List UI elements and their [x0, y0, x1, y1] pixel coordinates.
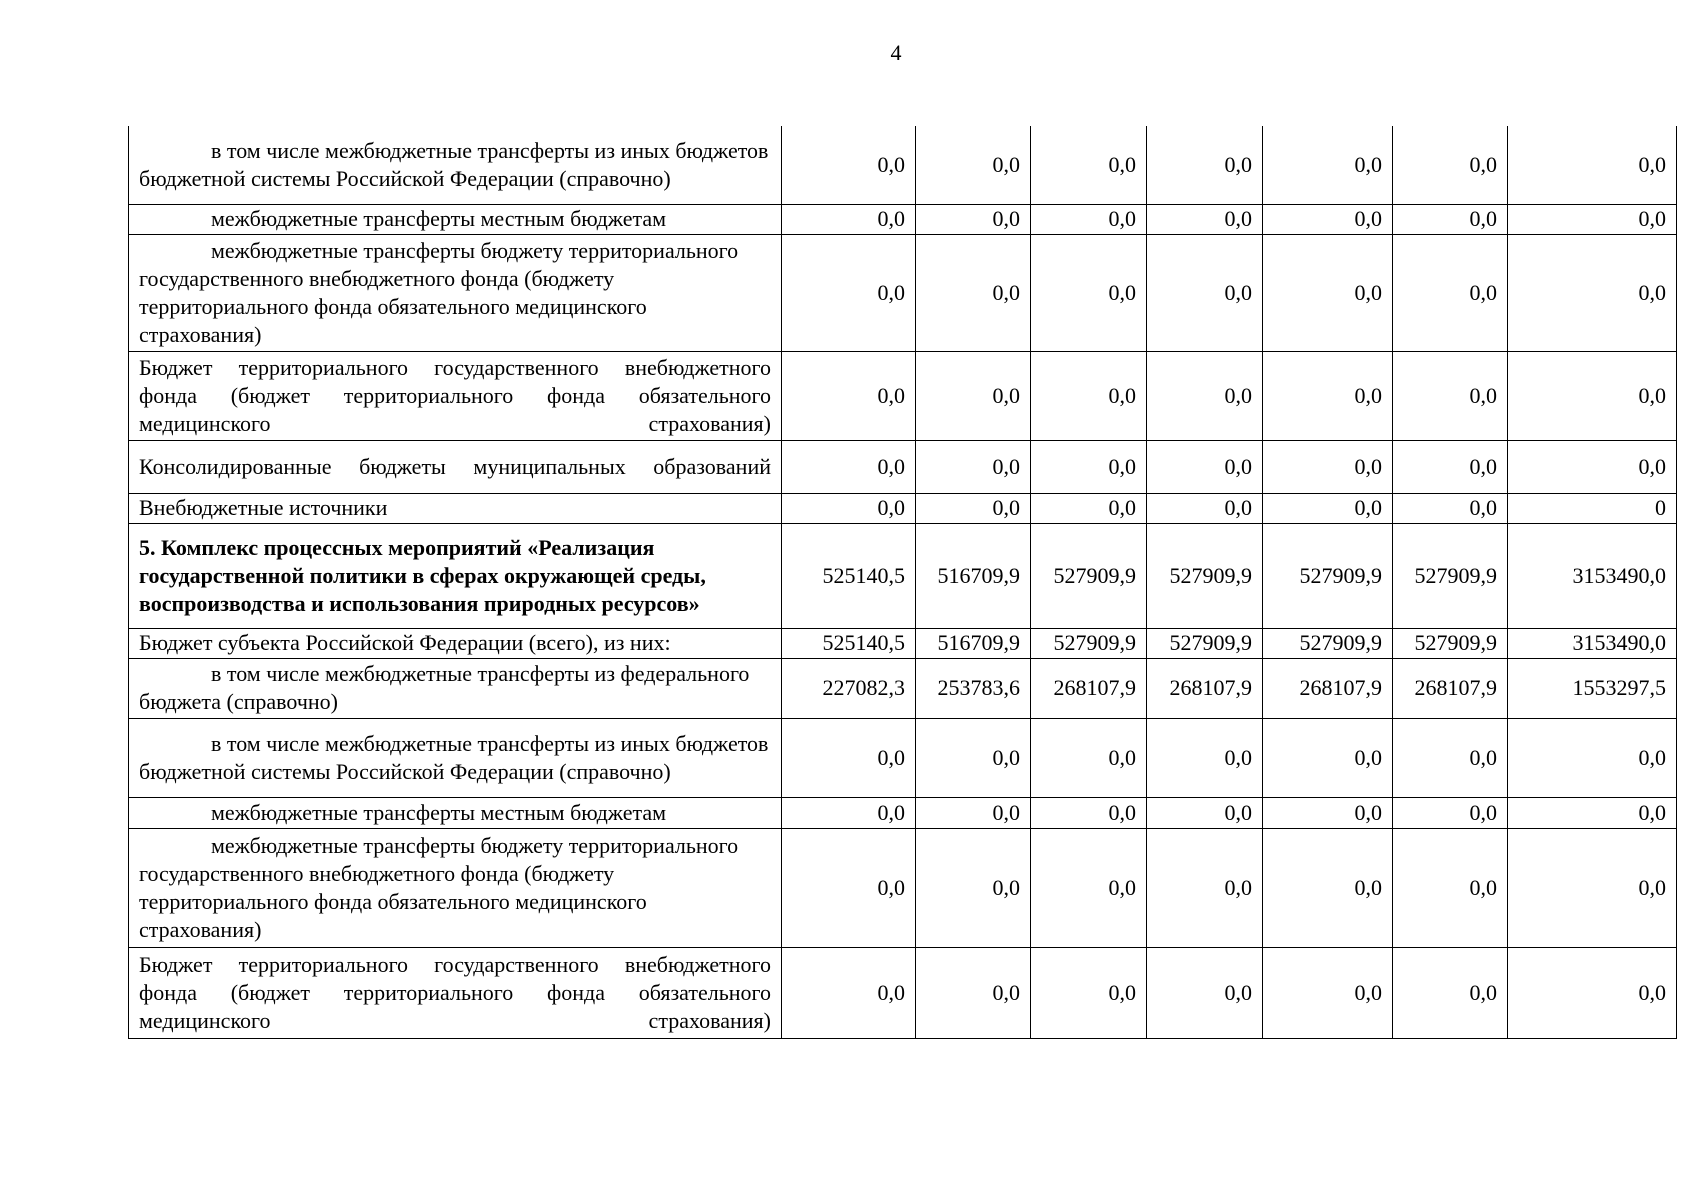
table-row — [129, 658, 1677, 718]
value-cell: 0,0 — [1147, 947, 1263, 1038]
value-cell: 0,0 — [1508, 947, 1677, 1038]
table-row — [129, 204, 1677, 234]
value-cell: 0,0 — [1031, 947, 1147, 1038]
value-cell: 527909,9 — [1031, 523, 1147, 628]
value-cell: 0,0 — [916, 440, 1031, 493]
value-cell: 0,0 — [1393, 718, 1508, 797]
value-cell: 0,0 — [1508, 234, 1677, 351]
value-cell: 0,0 — [782, 828, 916, 947]
value-cell: 0,0 — [1393, 126, 1508, 204]
value-cell: 0,0 — [1031, 718, 1147, 797]
value-cell: 0,0 — [1147, 718, 1263, 797]
row-label: межбюджетные трансферты местным бюджетам — [129, 204, 782, 234]
value-cell: 0,0 — [916, 797, 1031, 828]
value-cell: 0,0 — [1263, 351, 1393, 440]
value-cell: 527909,9 — [1263, 628, 1393, 658]
value-cell: 0,0 — [1263, 440, 1393, 493]
budget-table — [128, 126, 1677, 1039]
row-label: Внебюджетные источники — [129, 493, 782, 523]
value-cell: 3153490,0 — [1508, 523, 1677, 628]
value-cell: 0,0 — [916, 493, 1031, 523]
value-cell: 3153490,0 — [1508, 628, 1677, 658]
value-cell: 0,0 — [1147, 351, 1263, 440]
value-cell: 0,0 — [1393, 493, 1508, 523]
value-cell: 0,0 — [1147, 493, 1263, 523]
value-cell: 268107,9 — [1393, 658, 1508, 718]
value-cell: 0,0 — [1393, 204, 1508, 234]
value-cell: 253783,6 — [916, 658, 1031, 718]
value-cell: 527909,9 — [1393, 523, 1508, 628]
value-cell: 527909,9 — [1147, 628, 1263, 658]
value-cell: 0,0 — [1508, 828, 1677, 947]
row-label: в том числе межбюджетные трансферты из иных бюджетов бюджетной системы Российской Федерации (справочно) — [129, 126, 782, 204]
value-cell: 268107,9 — [1263, 658, 1393, 718]
value-cell: 527909,9 — [1147, 523, 1263, 628]
row-label: межбюджетные трансферты бюджету территориального государственного внебюджетного фонда (бюджету территориального фонда обязательного медицинского страхования) — [129, 828, 782, 947]
value-cell: 0,0 — [1508, 718, 1677, 797]
value-cell: 0,0 — [916, 718, 1031, 797]
value-cell: 0,0 — [782, 351, 916, 440]
value-cell: 527909,9 — [1393, 628, 1508, 658]
value-cell: 0,0 — [1263, 126, 1393, 204]
table-row — [129, 523, 1677, 628]
value-cell: 0,0 — [1263, 204, 1393, 234]
value-cell: 0,0 — [782, 797, 916, 828]
page-number: 4 — [890, 40, 902, 65]
table-row — [129, 440, 1677, 493]
value-cell: 0,0 — [1393, 351, 1508, 440]
row-label: 5. Комплекс процессных мероприятий «Реализация государственной политики в сферах окружающей среды, воспроизводства и использования природных ресурсов» — [129, 523, 782, 628]
value-cell: 0,0 — [1147, 234, 1263, 351]
row-label: Консолидированные бюджеты муниципальных образований — [129, 440, 782, 493]
value-cell: 0 — [1508, 493, 1677, 523]
value-cell: 0,0 — [782, 234, 916, 351]
value-cell: 0,0 — [1393, 797, 1508, 828]
value-cell: 0,0 — [1393, 234, 1508, 351]
value-cell: 0,0 — [782, 440, 916, 493]
value-cell: 0,0 — [782, 126, 916, 204]
row-label: Бюджет территориального государственного внебюджетного фонда (бюджет территориального фонда обязательного медицинского страхования) — [129, 351, 782, 440]
value-cell: 0,0 — [1147, 126, 1263, 204]
row-label: в том числе межбюджетные трансферты из иных бюджетов бюджетной системы Российской Федерации (справочно) — [129, 718, 782, 797]
value-cell: 0,0 — [916, 828, 1031, 947]
table-row — [129, 947, 1677, 1038]
value-cell: 0,0 — [1508, 440, 1677, 493]
table-row — [129, 126, 1677, 204]
table-row — [129, 351, 1677, 440]
value-cell: 0,0 — [1393, 947, 1508, 1038]
value-cell: 0,0 — [916, 204, 1031, 234]
budget-table-body — [129, 126, 1677, 1038]
value-cell: 516709,9 — [916, 628, 1031, 658]
row-label: межбюджетные трансферты местным бюджетам — [129, 797, 782, 828]
value-cell: 0,0 — [1263, 797, 1393, 828]
value-cell: 0,0 — [1263, 493, 1393, 523]
value-cell: 0,0 — [1147, 440, 1263, 493]
table-row — [129, 234, 1677, 351]
table-row — [129, 828, 1677, 947]
value-cell: 0,0 — [1147, 797, 1263, 828]
value-cell: 0,0 — [1031, 234, 1147, 351]
row-label: в том числе межбюджетные трансферты из федерального бюджета (справочно) — [129, 658, 782, 718]
value-cell: 1553297,5 — [1508, 658, 1677, 718]
value-cell: 525140,5 — [782, 628, 916, 658]
value-cell: 0,0 — [916, 947, 1031, 1038]
value-cell: 0,0 — [1031, 828, 1147, 947]
value-cell: 0,0 — [1263, 234, 1393, 351]
value-cell: 0,0 — [1393, 440, 1508, 493]
value-cell: 516709,9 — [916, 523, 1031, 628]
table-row — [129, 797, 1677, 828]
value-cell: 0,0 — [782, 718, 916, 797]
value-cell: 0,0 — [782, 204, 916, 234]
value-cell: 0,0 — [782, 947, 916, 1038]
value-cell: 0,0 — [1147, 828, 1263, 947]
value-cell: 0,0 — [1393, 828, 1508, 947]
value-cell: 0,0 — [1508, 126, 1677, 204]
value-cell: 268107,9 — [1031, 658, 1147, 718]
value-cell: 527909,9 — [1263, 523, 1393, 628]
row-label: Бюджет территориального государственного внебюджетного фонда (бюджет территориального фонда обязательного медицинского страхования) — [129, 947, 782, 1038]
value-cell: 227082,3 — [782, 658, 916, 718]
table-row — [129, 628, 1677, 658]
value-cell: 525140,5 — [782, 523, 916, 628]
value-cell: 0,0 — [782, 493, 916, 523]
row-label: Бюджет субъекта Российской Федерации (всего), из них: — [129, 628, 782, 658]
value-cell: 0,0 — [1031, 204, 1147, 234]
value-cell: 0,0 — [1263, 947, 1393, 1038]
value-cell: 0,0 — [1031, 440, 1147, 493]
row-label: межбюджетные трансферты бюджету территориального государственного внебюджетного фонда (бюджету территориального фонда обязательного медицинского страхования) — [129, 234, 782, 351]
value-cell: 0,0 — [916, 234, 1031, 351]
value-cell: 0,0 — [1147, 204, 1263, 234]
table-row — [129, 493, 1677, 523]
value-cell: 527909,9 — [1031, 628, 1147, 658]
table-row — [129, 718, 1677, 797]
value-cell: 0,0 — [1508, 351, 1677, 440]
value-cell: 0,0 — [916, 351, 1031, 440]
value-cell: 0,0 — [1031, 797, 1147, 828]
value-cell: 0,0 — [1508, 204, 1677, 234]
value-cell: 268107,9 — [1147, 658, 1263, 718]
value-cell: 0,0 — [916, 126, 1031, 204]
value-cell: 0,0 — [1508, 797, 1677, 828]
value-cell: 0,0 — [1031, 493, 1147, 523]
value-cell: 0,0 — [1031, 126, 1147, 204]
value-cell: 0,0 — [1031, 351, 1147, 440]
value-cell: 0,0 — [1263, 718, 1393, 797]
value-cell: 0,0 — [1263, 828, 1393, 947]
